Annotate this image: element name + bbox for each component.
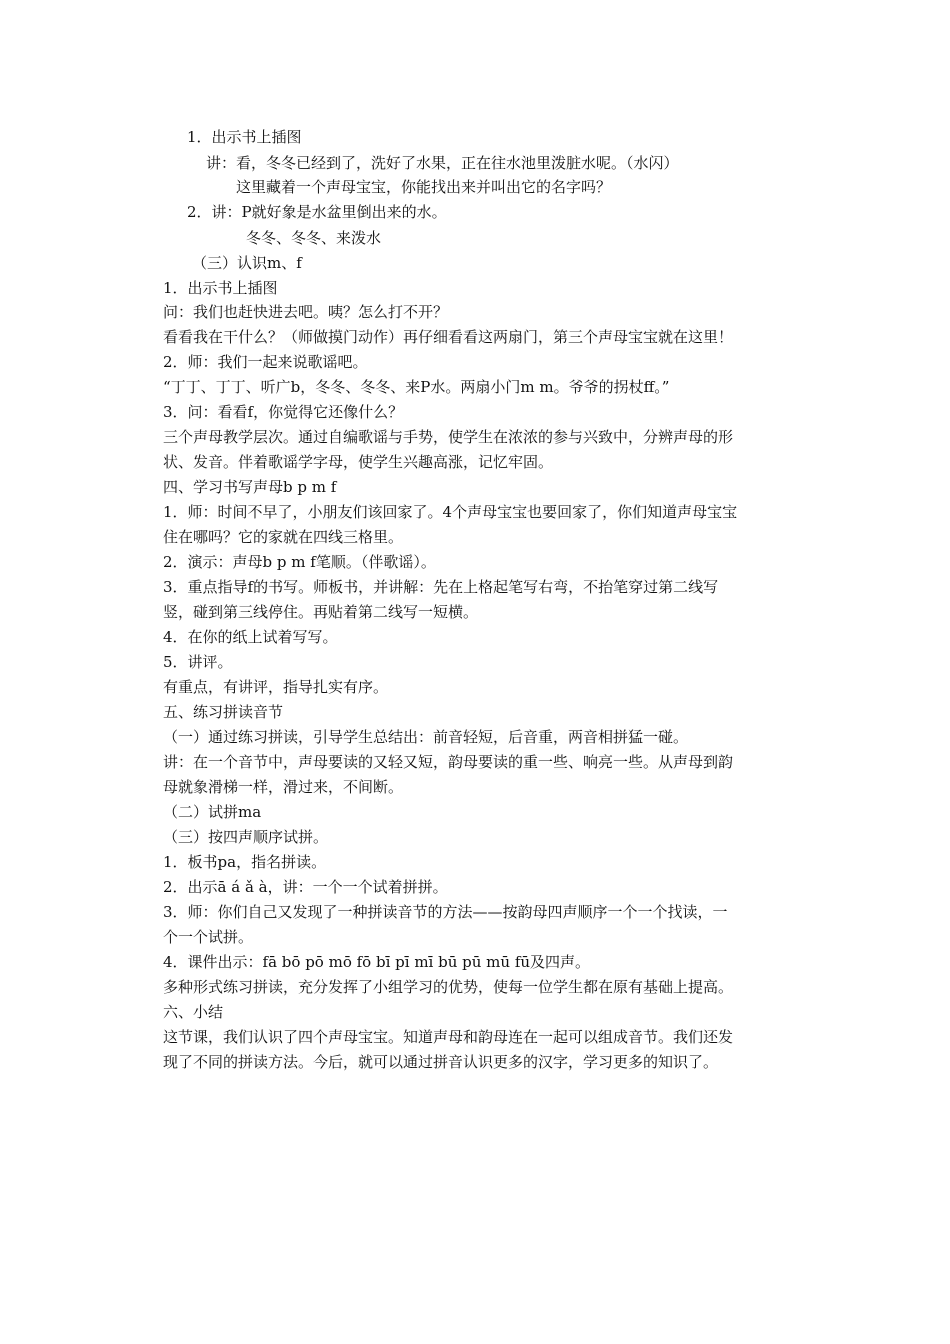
text-line: 状、发音。伴着歌谣学字母，使学生兴趣高涨，记忆牢固。: [163, 453, 554, 471]
text-line: 3．重点指导f的书写。师板书，并讲解：先在上格起笔写右弯，不抬笔穿过第二线写: [163, 578, 719, 596]
text-line: 1．师：时间不早了，小朋友们该回家了。4个声母宝宝也要回家了，你们知道声母宝宝: [163, 503, 738, 521]
text-line: “丁丁、丁丁、听广b，冬冬、冬冬、来P水。两扇小门m m。爷爷的拐杖ff。”: [163, 378, 670, 396]
text-line: 问：我们也赶快进去吧。咦？怎么打不开？: [163, 303, 449, 321]
text-line: 三个声母教学层次。通过自编歌谣与手势，使学生在浓浓的参与兴致中，分辨声母的形: [163, 428, 734, 446]
text-line: 2．演示：声母b p m f笔顺。（伴歌谣）。: [163, 553, 436, 571]
text-line: 这节课，我们认识了四个声母宝宝。知道声母和韵母连在一起可以组成音节。我们还发: [163, 1028, 734, 1046]
text-line: 3．师：你们自己又发现了一种拼读音节的方法——按韵母四声顺序一个一个找读，一: [163, 903, 728, 921]
text-line: 2．讲：P就好象是水盆里倒出来的水。: [187, 203, 447, 221]
text-line: 母就象滑梯一样，滑过来，不间断。: [163, 778, 404, 796]
text-line: （三）按四声顺序试拼。: [163, 828, 329, 846]
text-line: 有重点，有讲评，指导扎实有序。: [163, 678, 389, 696]
text-line: 2．出示ā á ǎ à，讲：一个一个试着拼拼。: [163, 878, 448, 896]
text-line: 个一个试拼。: [163, 928, 254, 946]
text-line: 竖，碰到第三线停住。再贴着第二线写一短横。: [163, 603, 479, 621]
text-line: 冬冬、冬冬、来泼水: [246, 229, 382, 247]
text-line: 这里藏着一个声母宝宝，你能找出来并叫出它的名字吗？: [236, 178, 612, 196]
section-heading: 五、练习拼读音节: [163, 703, 284, 721]
text-line: 住在哪吗？它的家就在四线三格里。: [163, 528, 404, 546]
text-line: 4．课件出示：fā bō pō mō fō bī pī mī bū pū mū fū及四声。: [163, 953, 591, 971]
text-line: 现了不同的拼读方法。今后，就可以通过拼音认识更多的汉字，学习更多的知识了。: [163, 1053, 719, 1071]
text-line: 3．问：看看f，你觉得它还像什么？: [163, 403, 404, 421]
text-line: （二）试拼ma: [163, 803, 262, 821]
text-line: 1．板书pa，指名拼读。: [163, 853, 327, 871]
text-line: 多种形式练习拼读，充分发挥了小组学习的优势，使每一位学生都在原有基础上提高。: [163, 978, 734, 996]
text-line: 讲：看，冬冬已经到了，洗好了水果，正在往水池里泼脏水呢。（水闪）: [206, 154, 679, 172]
text-line: 1．出示书上插图: [163, 279, 278, 297]
text-line: 5．讲评。: [163, 653, 233, 671]
text-line: 2．师：我们一起来说歌谣吧。: [163, 353, 368, 371]
text-line: 1．出示书上插图: [187, 128, 302, 146]
section-heading: （三）认识m、f: [192, 254, 302, 272]
text-line: 讲：在一个音节中，声母要读的又轻又短，韵母要读的重一些、响亮一些。从声母到韵: [163, 753, 734, 771]
section-heading: 四、学习书写声母b p m f: [163, 478, 337, 496]
text-line: 4．在你的纸上试着写写。: [163, 628, 338, 646]
text-line: 看看我在干什么？（师做摸门动作）再仔细看看这两扇门，第三个声母宝宝就在这里！: [163, 328, 734, 346]
text-line: （一）通过练习拼读，引导学生总结出：前音轻短，后音重，两音相拼猛一碰。: [163, 728, 689, 746]
section-heading: 六、小结: [163, 1003, 224, 1021]
